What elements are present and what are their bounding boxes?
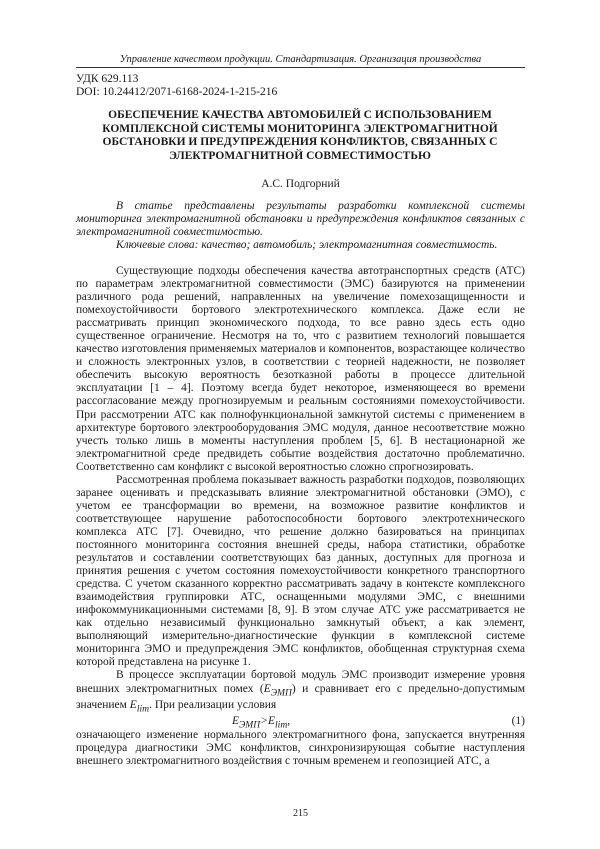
page-number: 215 <box>293 808 308 819</box>
para3-text-after: . При реализации условия <box>149 698 277 711</box>
udc-code: УДК 629.113 <box>76 73 139 85</box>
equation-formula: $E_{ЭМП}>E_{lim}$, <box>232 715 291 731</box>
equation-number: (1) <box>511 715 525 728</box>
doi: DOI: 10.24412/2071-6168-2024-1-215-216 <box>76 86 278 98</box>
continuation-text: означающего изменение нормального электромагнитного фона, запускается внутренняя процедура диагностики ЭМС конфликтов, синхронизирующая событие наступления внешнего электромагнитного воздействия с точным временем и геопозицией АТС, а <box>76 729 525 768</box>
article-body <box>76 265 525 768</box>
article-meta <box>76 73 277 99</box>
header-rule <box>76 67 525 68</box>
abstract: В статье представлены результаты разработки комплексной системы мониторинга электромагнитной обстановки и предупреждения конфликтов связанных с электромагнитной совместимостью. <box>76 200 525 238</box>
paragraph-2: Рассмотренная проблема показывает важность разработки подходов, позволяющих заранее оценивать и предсказывать влияние электромагнитной обстановки (ЭМО), с учетом ее трансформации во времени, на возможное развитие конфликтов и соответствующее нарушение работоспособности бортового электротехнического комплекса АТС [7]. Очевидно, что решение должно базироваться на принципах постоянного мониторинга состояния внешней среды, набора статистики, обработке результатов и составлении соответствующих баз данных, доступных для прогноза и принятия решения с учетом состояния помехоустойчивости конкретного транспортного средства. С учетом сказанного корректно рассматривать задачу в контексте комплексного взаимодействия группировки АТС, оснащенными модулями ЭМС, с внешними инфокоммуникационными системами [8, 9]. В этом случае АТС уже рассматривается не как отдельно независимый функционально замкнутый объект, а как элемент, выполняющий измерительно-диагностические функции в комплексной системе мониторинга ЭМО и предупреждения ЭМС конфликтов, обобщенная структурная схема которой представлена на рисунке 1. <box>76 473 525 669</box>
para3-text-before: В процессе эксплуатации бортовой модуль ЭМС производит измерение уровня внешних электромагнитных помех ( <box>76 669 525 695</box>
para3-text-mid: ) и сравнивает его с предельно-допустимым значением <box>76 682 525 711</box>
abstract-block <box>76 200 525 252</box>
equation-1 <box>76 715 525 729</box>
article-title: ОБЕСПЕЧЕНИЕ КАЧЕСТВА АВТОМОБИЛЕЙ С ИСПОЛЬЗОВАНИЕМ КОМПЛЕКСНОЙ СИСТЕМЫ МОНИТОРИНГА ЭЛЕКТРОМАГНИТНОЙ ОБСТАНОВКИ И ПРЕДУПРЕЖДЕНИЯ КОНФЛИКТОВ, СВЯЗАННЫХ С ЭЛЕКТРОМАГНИТНОЙ СОВМЕСТИМОСТЬЮ <box>102 109 498 162</box>
paragraph-1: Существующие подходы обеспечения качества автотранспортных средств (АТС) по параметрам электромагнитной совместимости (ЭМС) базируются на применении различного рода решений, направленных на увеличение помехозащищенности и помехоустойчивости бортового электротехнического комплекса. Даже если не рассматривать принцип экономического подхода, то все равно здесь есть одно существенное ограничение. Несмотря на то, что с развитием технологий повышается качество изготовления применяемых материалов и компонентов, возрастающее количество и сложность электронных узлов, в соответствии с теорией надежности, не позволяет обеспечить высокую вероятность безотказной работы в процессе длительной эксплуатации [1 – 4]. Поэтому всегда будет некоторое, изменяющееся во времени рассогласование между прогнозируемым и реальным состояниями помехоустойчивости. При рассмотрении АТС как полнофункциональной замкнутой системы с применением в архитектуре бортового электрооборудования ЭМС модуля, данное несоответствие можно учесть только лишь в моменты наступления проблем [5, 6]. В нестационарной же электромагнитной среде предвидеть событие воздействия достаточно проблематично. Соответственно сам конфликт с высокой вероятностью сложно спрогнозировать. <box>76 265 525 473</box>
running-header: Управление качеством продукции. Стандартизация. Организация производства <box>119 54 482 65</box>
paragraph-3 <box>76 669 525 715</box>
e-emp-symbol: $E_{ЭМП}$ <box>263 682 292 698</box>
e-lim-symbol: $E_{lim}$ <box>129 698 150 715</box>
author: А.С. Подгорний <box>261 178 340 190</box>
keywords: Ключевые слова: качество; автомобиль; электромагнитная совместимость. <box>116 238 498 251</box>
